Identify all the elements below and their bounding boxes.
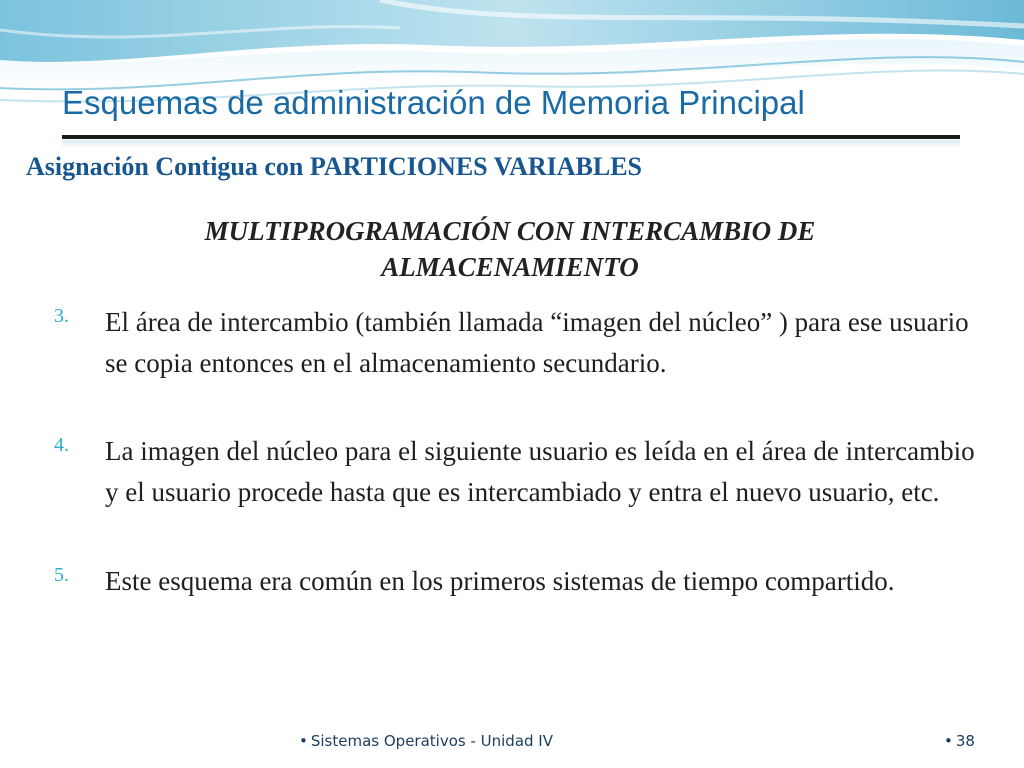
header-wave-background [0,0,1024,150]
slide-subtitle: Asignación Contigua con PARTICIONES VARIABLES [26,152,643,181]
list-item-number: 4. [54,434,69,456]
list-item-text: El área de intercambio (también llamada “imagen del núcleo” ) para ese usuario se copia entonces en el almacenamiento secundario. [105,307,969,378]
list-item-text: La imagen del núcleo para el siguiente usuario es leída en el área de intercambio y el usuario procede hasta que es intercambiado y entra el nuevo usuario, etc. [105,436,975,507]
list-item-number: 3. [54,305,69,327]
list-item-number: 5. [54,564,69,586]
footer-course [299,732,553,750]
footer-bullet: • [944,732,953,750]
title-underline-shadow [62,140,960,148]
page-number: 38 [955,732,975,750]
footer-course-label: Sistemas Operativos - Unidad IV [310,732,553,750]
footer-bullet: • [299,732,308,750]
section-heading: MULTIPROGRAMACIÓN CON INTERCAMBIO DE ALMACENAMIENTO [204,216,816,282]
footer-page-number [944,732,975,750]
slide-title: Esquemas de administración de Memoria Principal [62,84,805,121]
list-item-text: Este esquema era común en los primeros sistemas de tiempo compartido. [105,566,895,596]
title-underline [62,135,960,139]
